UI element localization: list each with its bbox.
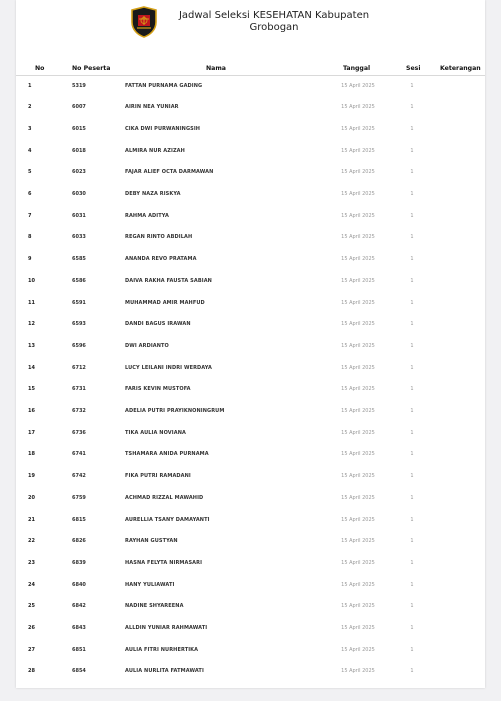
document-sheet	[16, 0, 485, 688]
row-number: 18	[28, 451, 35, 458]
session-number: 1	[410, 212, 414, 219]
row-number: 9	[28, 256, 32, 263]
row-number: 27	[28, 646, 35, 653]
row-number: 21	[28, 516, 35, 523]
participant-name: LUCY LEILANI INDRI WERDAYA	[125, 364, 212, 371]
row-number: 1	[28, 82, 32, 89]
table-row	[16, 162, 485, 184]
session-number: 1	[410, 668, 414, 675]
row-number: 6	[28, 191, 32, 197]
exam-date: 15 April 2025	[341, 408, 375, 414]
participant-number: 6731	[72, 386, 86, 393]
table-row	[16, 249, 485, 271]
participant-name: TIKA AULIA NOVIANA	[125, 429, 186, 436]
table-row	[16, 401, 485, 423]
participant-number: 6815	[72, 516, 86, 523]
participant-number: 6593	[72, 321, 86, 328]
row-number: 5	[28, 169, 32, 176]
session-number: 1	[410, 364, 414, 371]
exam-date: 15 April 2025	[341, 494, 375, 501]
table-row	[16, 466, 485, 488]
participant-number: 6741	[72, 451, 86, 458]
table-row	[16, 640, 485, 662]
participant-number: 6759	[72, 494, 86, 501]
row-number: 11	[28, 299, 35, 306]
exam-date: 15 April 2025	[341, 299, 375, 306]
participant-name: NADINE SHYAREENA	[125, 603, 184, 610]
participant-number: 6854	[72, 668, 86, 675]
table-row	[16, 76, 485, 98]
exam-date: 15 April 2025	[341, 364, 375, 371]
table-row	[16, 379, 485, 401]
participant-number: 6712	[72, 364, 86, 371]
table-row	[16, 596, 485, 618]
participant-number: 6018	[72, 147, 86, 154]
row-number: 23	[28, 559, 35, 566]
table-row	[16, 553, 485, 575]
session-number: 1	[410, 321, 414, 328]
exam-date: 15 April 2025	[341, 104, 375, 111]
table-row	[16, 423, 485, 445]
participant-name: FAJAR ALIEF OCTA DARMAWAN	[125, 169, 214, 176]
participant-number: 6843	[72, 625, 86, 631]
table-row	[16, 510, 485, 532]
table-row	[16, 184, 485, 206]
table-header	[16, 64, 485, 76]
document-header	[16, 0, 485, 60]
participant-name: DAIVA RAKHA FAUSTA SABIAN	[125, 277, 212, 284]
participant-name: TSHAMARA ANIDA PURNAMA	[125, 451, 209, 458]
participant-name: AULIA FITRI NURHERTIKA	[125, 646, 199, 653]
participant-name: ANANDA REVO PRATAMA	[125, 256, 197, 263]
session-number: 1	[410, 473, 414, 480]
exam-date: 15 April 2025	[341, 451, 375, 458]
exam-date: 15 April 2025	[341, 559, 375, 566]
table-row	[16, 271, 485, 293]
exam-date: 15 April 2025	[341, 321, 375, 328]
session-number: 1	[410, 82, 414, 89]
exam-date: 15 April 2025	[341, 581, 375, 588]
session-number: 1	[410, 538, 414, 545]
participant-number: 6736	[72, 429, 86, 436]
row-number: 4	[28, 147, 32, 154]
participant-number: 6007	[72, 104, 86, 111]
row-number: 20	[28, 494, 35, 501]
participant-number: 6586	[72, 277, 86, 284]
table-row	[16, 314, 485, 336]
participant-name: DWI ARDIANTO	[125, 342, 169, 349]
row-number: 14	[28, 364, 35, 371]
exam-date: 15 April 2025	[341, 256, 375, 263]
row-number: 10	[28, 277, 35, 284]
session-number: 1	[410, 256, 414, 263]
row-number: 3	[28, 125, 32, 132]
session-number: 1	[410, 169, 414, 176]
exam-date: 15 April 2025	[341, 234, 375, 241]
participant-number: 6596	[72, 342, 86, 349]
exam-date: 15 April 2025	[341, 386, 375, 393]
session-number: 1	[410, 625, 414, 631]
participant-name: RAHMA ADITYA	[125, 212, 169, 219]
table-row	[16, 575, 485, 597]
participant-name: DANDI BAGUS IRAWAN	[125, 321, 191, 328]
participant-number: 6851	[72, 646, 86, 653]
participant-number: 6015	[72, 125, 86, 132]
participant-number: 6732	[72, 408, 86, 414]
session-number: 1	[410, 104, 414, 111]
participant-name: HANY YULIAWATI	[125, 581, 175, 588]
table-row	[16, 227, 485, 249]
row-number: 15	[28, 386, 35, 393]
table-row	[16, 531, 485, 553]
participant-name: FATTAN PURNAMA GADING	[125, 82, 203, 89]
col-header-no-peserta: No Peserta	[72, 65, 111, 72]
session-number: 1	[410, 408, 414, 414]
exam-date: 15 April 2025	[341, 516, 375, 523]
participant-name: FIKA PUTRI RAMADANI	[125, 473, 191, 480]
row-number: 13	[28, 342, 35, 349]
exam-date: 15 April 2025	[341, 646, 375, 653]
session-number: 1	[410, 581, 414, 588]
table-row	[16, 444, 485, 466]
row-number: 22	[28, 538, 35, 545]
participant-name: ALLDIN YUNIAR RAHMAWATI	[125, 625, 208, 631]
exam-date: 15 April 2025	[341, 212, 375, 219]
row-number: 24	[28, 581, 35, 588]
participant-name: AIRIN NEA YUNIAR	[125, 104, 179, 111]
session-number: 1	[410, 342, 414, 349]
exam-date: 15 April 2025	[341, 429, 375, 436]
table-row	[16, 661, 485, 683]
exam-date: 15 April 2025	[341, 603, 375, 610]
table-row	[16, 293, 485, 315]
session-number: 1	[410, 277, 414, 284]
exam-date: 15 April 2025	[341, 277, 375, 284]
police-emblem-logo	[130, 6, 158, 38]
participant-number: 6591	[72, 299, 86, 306]
row-number: 2	[28, 104, 32, 111]
participant-name: MUHAMMAD AMIR MAHFUD	[125, 299, 205, 306]
session-number: 1	[410, 603, 414, 610]
participant-number: 6742	[72, 473, 86, 480]
row-number: 19	[28, 473, 35, 480]
participant-number: 6840	[72, 581, 86, 588]
row-number: 12	[28, 321, 35, 328]
participant-name: ADELIA PUTRI PRAYIKNONINGRUM	[125, 408, 225, 414]
col-header-sesi: Sesi	[406, 65, 421, 72]
exam-date: 15 April 2025	[341, 125, 375, 132]
session-number: 1	[410, 147, 414, 154]
table-row	[16, 141, 485, 163]
participant-name: AURELLIA TSANY DAMAYANTI	[125, 516, 210, 523]
session-number: 1	[410, 646, 414, 653]
table-row	[16, 336, 485, 358]
participant-number: 5319	[72, 82, 86, 89]
session-number: 1	[410, 191, 414, 197]
participant-number: 6826	[72, 538, 86, 545]
session-number: 1	[410, 559, 414, 566]
participant-number: 6023	[72, 169, 86, 176]
session-number: 1	[410, 451, 414, 458]
participant-name: RAYHAN GUSTYAN	[125, 538, 178, 545]
row-number: 28	[28, 668, 35, 675]
col-header-tanggal: Tanggal	[343, 65, 371, 72]
participant-name: ACHMAD RIZZAL MAWAHID	[125, 494, 204, 501]
session-number: 1	[410, 494, 414, 501]
session-number: 1	[410, 125, 414, 132]
participant-number: 6030	[72, 191, 86, 197]
participant-name: CIKA DWI PURWANINGSIH	[125, 125, 201, 132]
participant-name: DEBY NAZA RISKYA	[125, 191, 181, 197]
exam-date: 15 April 2025	[341, 82, 375, 89]
exam-date: 15 April 2025	[341, 625, 375, 631]
participant-name: HASNA FELYTA NIRMASARI	[125, 559, 203, 566]
participant-name: FARIS KEVIN MUSTOFA	[125, 386, 191, 393]
row-number: 17	[28, 429, 35, 436]
participant-number: 6839	[72, 559, 86, 566]
participant-name: REGAN RINTO ABDILAH	[125, 234, 193, 241]
col-header-nama: Nama	[206, 65, 226, 72]
table-row	[16, 97, 485, 119]
page-title: Jadwal Seleksi KESEHATAN Kabupaten Grobogan	[178, 10, 370, 33]
session-number: 1	[410, 429, 414, 436]
table-row	[16, 358, 485, 380]
participant-name: AULIA NURLITA FATMAWATI	[125, 668, 204, 675]
exam-date: 15 April 2025	[341, 668, 375, 675]
session-number: 1	[410, 234, 414, 241]
session-number: 1	[410, 516, 414, 523]
participant-number: 6033	[72, 234, 86, 241]
exam-date: 15 April 2025	[341, 191, 375, 197]
exam-date: 15 April 2025	[341, 342, 375, 349]
table-row	[16, 488, 485, 510]
row-number: 26	[28, 625, 35, 631]
table-row	[16, 119, 485, 141]
row-number: 7	[28, 212, 32, 219]
col-header-no: No	[35, 65, 45, 72]
table-row	[16, 206, 485, 228]
row-number: 8	[28, 234, 32, 241]
row-number: 16	[28, 408, 35, 414]
session-number: 1	[410, 299, 414, 306]
session-number: 1	[410, 386, 414, 393]
table-row	[16, 618, 485, 640]
exam-date: 15 April 2025	[341, 538, 375, 545]
participant-number: 6031	[72, 212, 86, 219]
participant-name: ALMIRA NUR AZIZAH	[125, 147, 185, 154]
participant-number: 6585	[72, 256, 86, 263]
exam-date: 15 April 2025	[341, 169, 375, 176]
row-number: 25	[28, 603, 35, 610]
participant-number: 6842	[72, 603, 86, 610]
col-header-keterangan: Keterangan	[440, 65, 481, 72]
exam-date: 15 April 2025	[341, 473, 375, 480]
exam-date: 15 April 2025	[341, 147, 375, 154]
